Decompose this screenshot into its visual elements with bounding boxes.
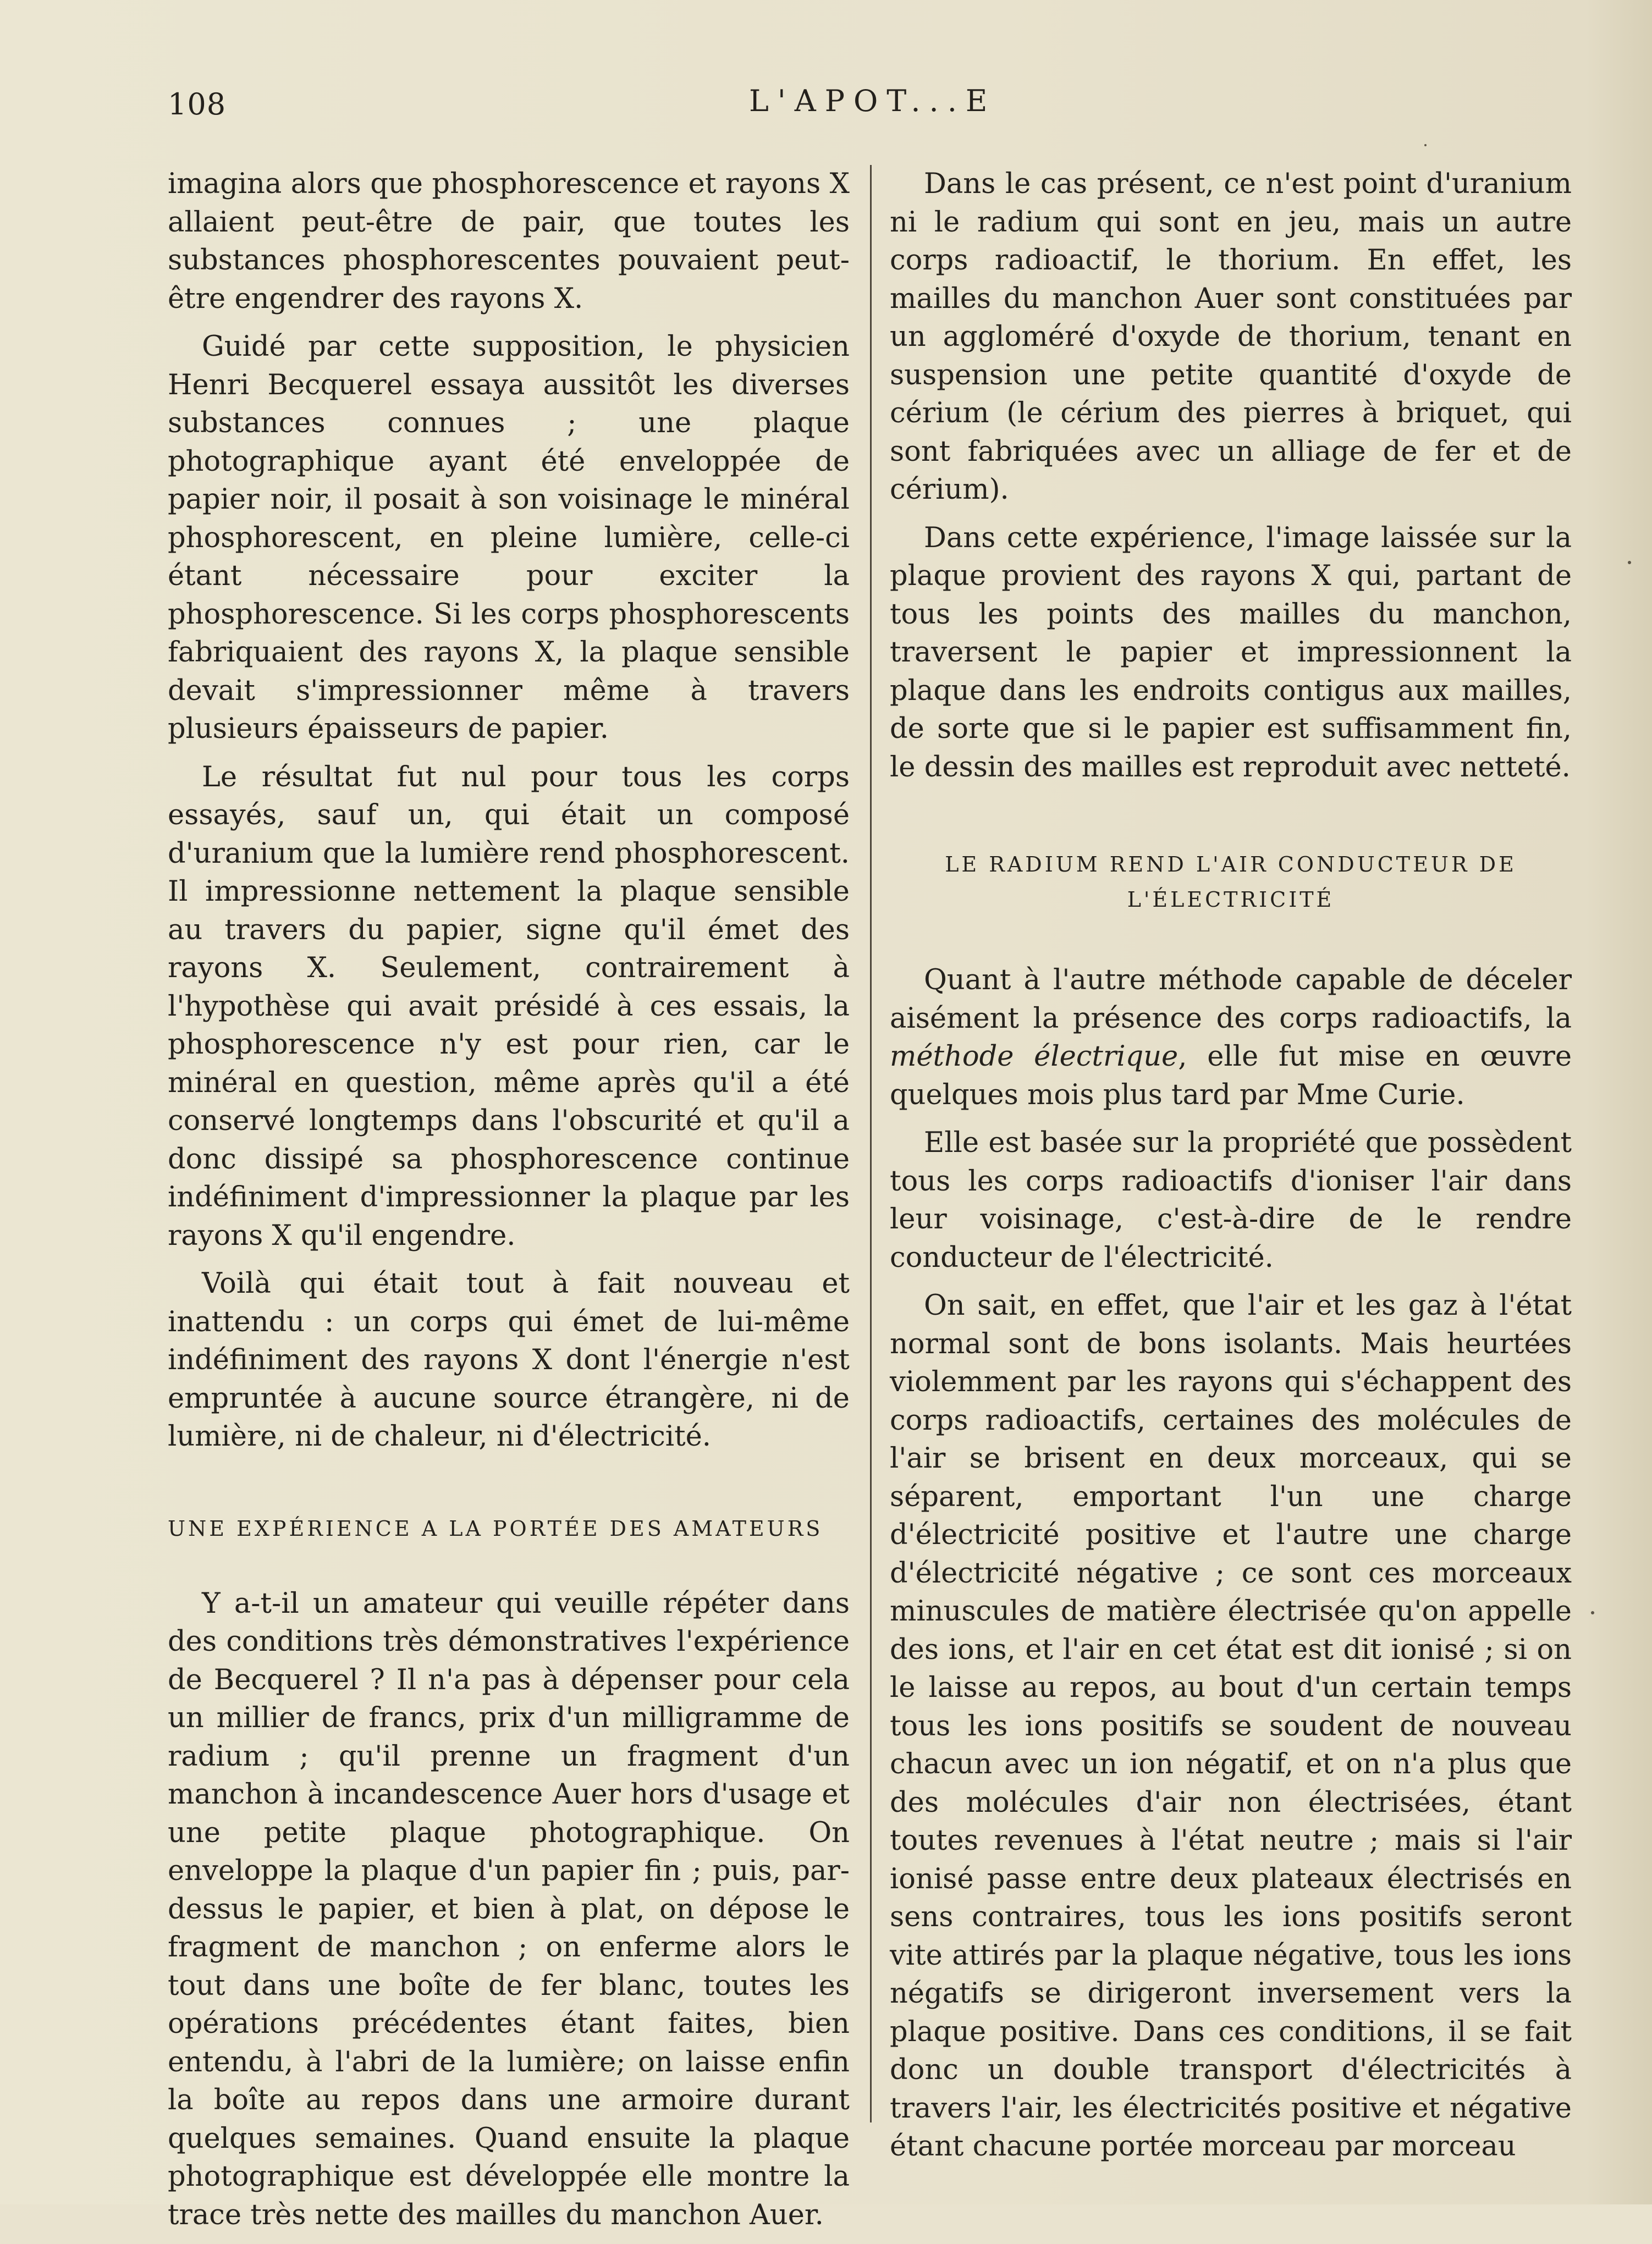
left-column (168, 165, 850, 2244)
right-paragraph-1: Dans le cas présent, ce n'est point d'uranium ni le radium qui sont en jeu, mais un autre corps radioactif, le thorium. En effet, les mailles du manchon Auer sont constituées par un aggloméré d'oxyde de thorium, tenant en suspension une petite quantité d'oxyde de cérium (le cérium des pierres à briquet, qui sont fabriquées avec un alliage de fer et de cérium). (890, 168, 1572, 506)
left-paragraph-2: Guidé par cette supposition, le physicien Henri Becquerel essaya aussitôt les diverses substances connues ; une plaque photographique ayant été enveloppée de papier noir, il posait à son voisinage le minéral phosphorescent, en pleine lumière, celle-ci étant nécessaire pour exciter la phosphorescence. Si les corps phosphorescents fabriquaient des rayons X, la plaque sensible devait s'impressionner même à travers plusieurs épaisseurs de papier. (168, 330, 850, 745)
section-heading-amateurs: UNE EXPÉRIENCE A LA PORTÉE DES AMATEURS (168, 1516, 823, 1541)
running-head: L'APOT...E (749, 84, 996, 118)
right-paragraph-5: On sait, en effet, que l'air et les gaz à l'état normal sont de bons isolants. Mais heurtées violemment par les rayons qui s'échappent des corps radioactifs, certaines des molécules de l'air se brisent en deux morceaux, qui se séparent, emportant l'un une charge d'électricité positive et l'autre une charge d'électricité négative ; ce sont ces morceaux minuscules de matière électrisée qu'on appelle des ions, et l'air en cet état est dit ionisé ; si on le laisse au repos, au bout d'un certain temps tous les ions positifs se soudent de nouveau chacun avec un ion négatif, et on n'a plus que des molécules d'air non électrisées, étant toutes revenues à l'état neutre ; mais si l'air ionisé passe entre deux plateaux électrisés en sens contraires, tous les ions positifs seront vite attirés par la plaque négative, tous les ions négatifs se dirigeront inversement vers la plaque positive. Dans ces conditions, il se fait donc un double transport d'électricités à travers l'air, les électricités positive et négative étant chacune portée morceau par morceau (890, 1289, 1572, 2163)
right-paragraph-3 (890, 961, 1572, 1114)
right-paragraph-3-text-a: Quant à l'autre méthode capable de déceler aisément la présence des corps radioactifs, la (890, 964, 1572, 1035)
left-paragraph-3: Le résultat fut nul pour tous les corps essayés, sauf un, qui était un composé d'uranium que la lumière rend phosphorescent. Il impressionne nettement la plaque sensible au travers du papier, signe qu'il émet des rayons X. Seulement, contrairement à l'hypothèse qui avait présidé à ces essais, la phosphorescence n'y est pour rien, car le minéral en question, même après qu'il a été conservé longtemps dans l'obscurité et qu'il a donc dissipé sa phosphorescence continue indéfiniment d'impressionner la plaque par les rayons X qu'il engendre. (168, 760, 850, 1252)
section-heading-radium: LE RADIUM REND L'AIR CONDUCTEUR DE L'ÉLECTRICITÉ (945, 852, 1517, 912)
right-paragraph-3-text-b: , elle fut mise en œuvre quelques mois plus tard par Mme Curie. (890, 1040, 1572, 1111)
page-number: 108 (168, 87, 227, 122)
paper-speck (1628, 561, 1631, 564)
right-paragraph-2: Dans cette expérience, l'image laissée sur la plaque provient des rayons X qui, partant de tous les points des mailles du manchon, traversent le papier et impressionnent la plaque dans les endroits contigus aux mailles, de sorte que si le papier est suffisamment fin, le dessin des mailles est reproduit avec netteté. (890, 521, 1572, 784)
paper-speck (1424, 144, 1427, 146)
right-column (890, 165, 1572, 2176)
right-paragraph-3-emphasis: méthode électrique (890, 1040, 1179, 1073)
paper-speck (1591, 1611, 1594, 1614)
left-paragraph-5: Y a-t-il un amateur qui veuille répéter dans des conditions très démonstratives l'expérience de Becquerel ? Il n'a pas à dépenser pour cela un millier de francs, prix d'un milligramme de radium ; qu'il prenne un fragment d'un manchon à incandescence Auer hors d'usage et une petite plaque photographique. On enveloppe la plaque d'un papier fin ; puis, par-dessus le papier, et bien à plat, on dépose le fragment de manchon ; on enferme alors le tout dans une boîte de fer blanc, toutes les opérations précédentes étant faites, bien entendu, à l'abri de la lumière; on laisse enfin la boîte au repos dans une armoire durant quelques semaines. Quand ensuite la plaque photographique est développée elle montre la trace très nette des mailles du manchon Auer. (168, 1587, 850, 2231)
column-divider (870, 165, 872, 2122)
left-paragraph-1: imagina alors que phosphorescence et rayons X allaient peut-être de pair, que toutes les substances phosphorescentes pouvaient peut-être engendrer des rayons X. (168, 168, 850, 315)
right-paragraph-4: Elle est basée sur la propriété que possèdent tous les corps radioactifs d'ioniser l'air dans leur voisinage, c'est-à-dire de le rendre conducteur de l'électricité. (890, 1127, 1572, 1274)
left-paragraph-4: Voilà qui était tout à fait nouveau et inattendu : un corps qui émet de lui-même indéfiniment des rayons X dont l'énergie n'est empruntée à aucune source étrangère, ni de lumière, ni de chaleur, ni d'électricité. (168, 1267, 850, 1453)
